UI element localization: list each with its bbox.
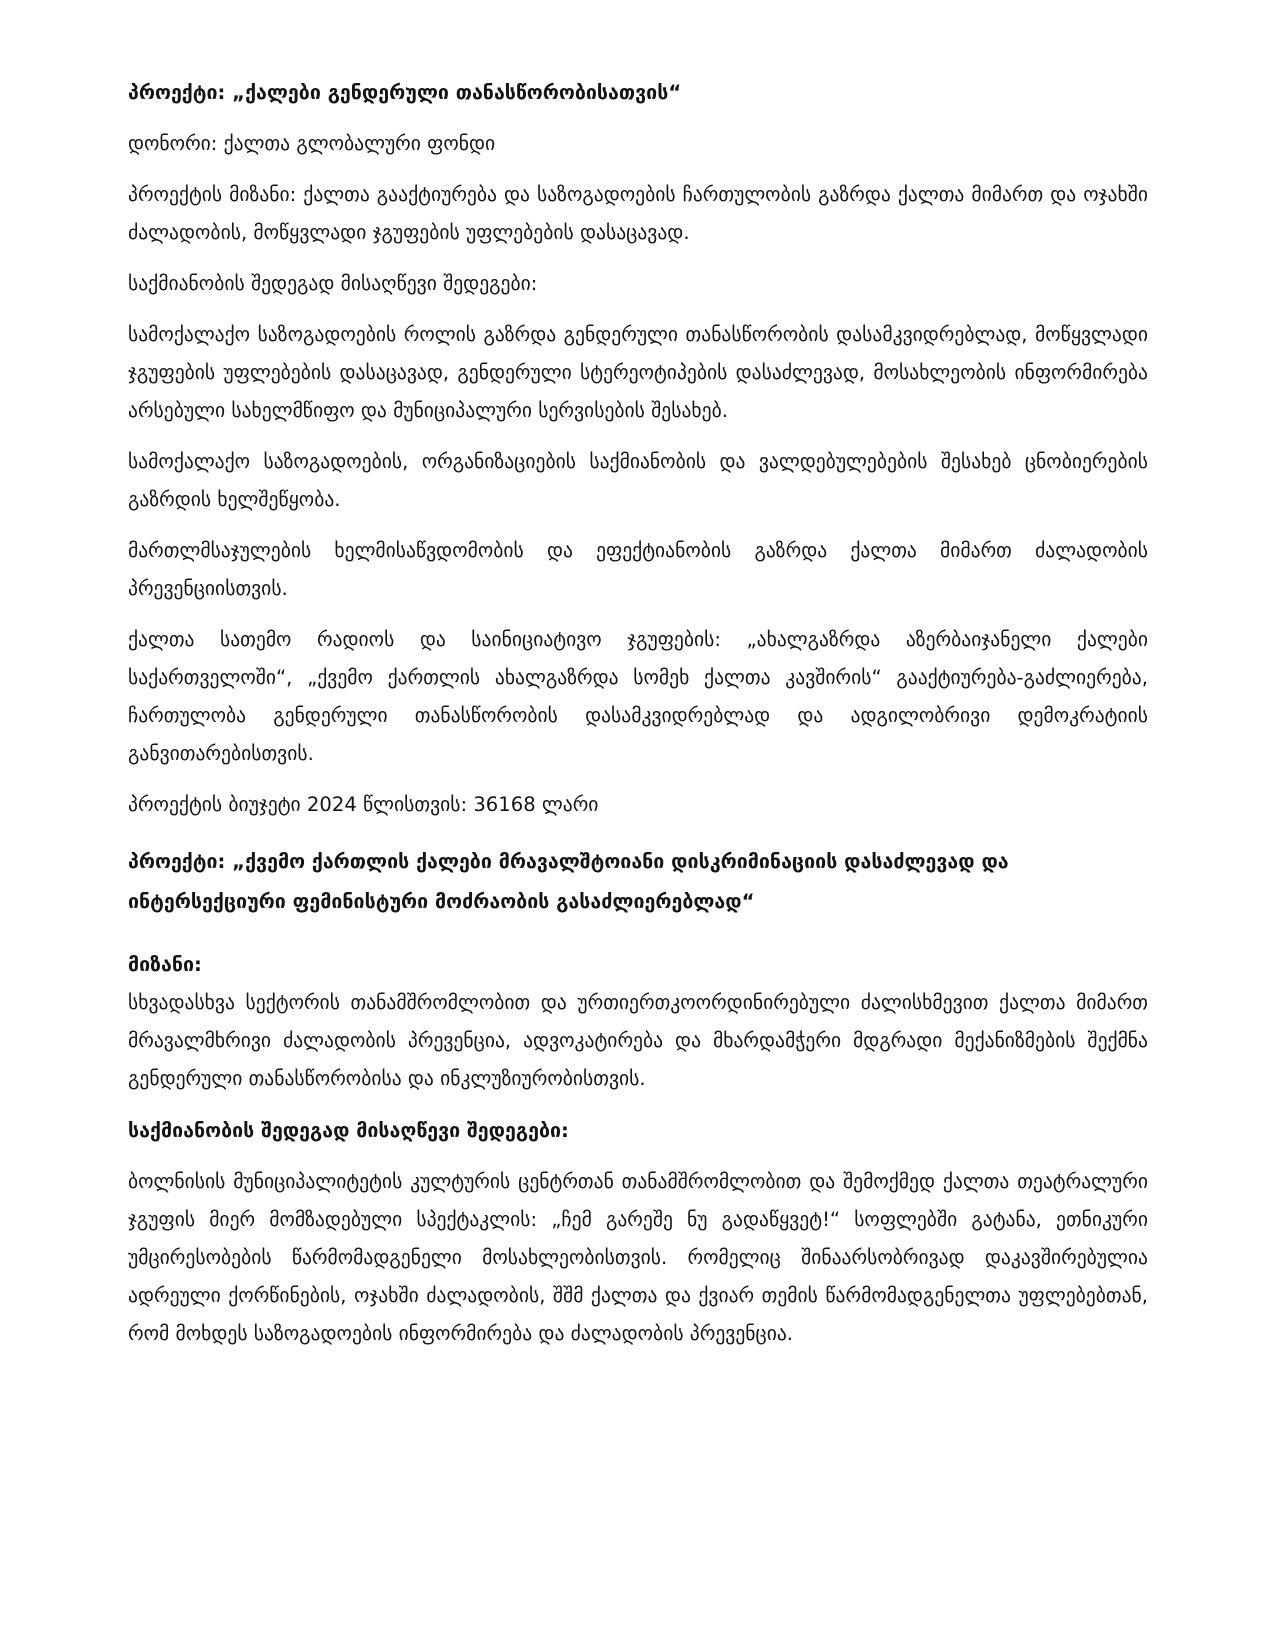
project-1-section xyxy=(128,74,1148,824)
project-2-title xyxy=(128,842,1148,922)
project-2-section xyxy=(128,842,1148,1353)
document-page xyxy=(128,74,1148,1353)
project-2-goal-label: მიზანი: xyxy=(128,953,202,976)
project-2-title-line-2: ინტერსექციური ფემინისტური მოძრაობის გასაძლიერებლად“ xyxy=(128,890,755,913)
project-1-result-4: ქალთა სათემო რადიოს და საინიციატივო ჯგუფების: „ახალგაზრდა აზერბაიჯანელი ქალები საქართველოში“, „ქვემო ქართლის ახალგაზრდა სომეხ ქალთა კავშირის“ გააქტიურება-გაძლიერება, ჩართულობა გენდერული თანასწორობის დასამკვიდრებლად და ადგილობრივი დემოკრატიის განვითარებისთვის. xyxy=(128,628,1148,765)
project-2-results-heading: საქმიანობის შედეგად მისაღწევი შედეგები: xyxy=(128,1119,569,1142)
project-1-results-heading: საქმიანობის შედეგად მისაღწევი შედეგები: xyxy=(128,272,538,295)
project-1-title: პროექტი: „ქალები გენდერული თანასწორობისათვის“ xyxy=(128,81,682,104)
project-1-result-3: მართლმსაჯულების ხელმისაწვდომობის და ეფექტიანობის გაზრდა ქალთა მიმართ ძალადობის პრევენციისთვის. xyxy=(128,539,1148,600)
project-2-goal-text: სხვადასხვა სექტორის თანამშრომლობით და ურთიერთკოორდინირებული ძალისხმევით ქალთა მიმართ მრავალმხრივი ძალადობის პრევენცია, ადვოკატირება და მხარდამჭერი მდგრადი მექანიზმების შექმნა გენდერული თანასწორობისა და ინკლუზიურობისთვის. xyxy=(128,991,1148,1090)
project-1-result-1: სამოქალაქო საზოგადოების როლის გაზრდა გენდერული თანასწორობის დასამკვიდრებლად, მოწყვლადი ჯგუფების უფლებების დასაცავად, გენდერული სტერეოტიპების დასაძლევად, მოსახლეობის ინფორმირება არსებული სახელმწიფო და მუნიციპალური სერვისების შესახებ. xyxy=(128,323,1148,422)
project-1-result-2: სამოქალაქო საზოგადოების, ორგანიზაციების საქმიანობის და ვალდებულებების შესახებ ცნობიერების გაზრდის ხელშეწყობა. xyxy=(128,450,1148,511)
project-2-title-line-1: პროექტი: „ქვემო ქართლის ქალები მრავალშტოიანი დისკრიმინაციის დასაძლევად და xyxy=(128,850,1009,873)
project-1-donor: დონორი: ქალთა გლობალური ფონდი xyxy=(128,132,496,155)
project-2-results-text: ბოლნისის მუნიციპალიტეტის კულტურის ცენტრთან თანამშრომლობით და შემოქმედ ქალთა თეატრალური ჯგუფის მიერ მომზადებული სპექტაკლის: „ჩემ გარეშე ნუ გადაწყვეტ!“ სოფლებში გატანა, ეთნიკური უმცირესობების წარმომადგენელი მოსახლეობისთვის. რომელიც შინაარსობრივად დაკავშირებულია ადრეული ქორწინების, ოჯახში ძალადობის, შშმ ქალთა და ქვიარ თემის წარმომადგენელთა უფლებებთან, რომ მოხდეს საზოგადოების ინფორმირება და ძალადობის პრევენცია. xyxy=(128,1170,1148,1345)
project-1-budget: პროექტის ბიუჯეტი 2024 წლისთვის: 36168 ლარი xyxy=(128,793,599,816)
project-1-goal: პროექტის მიზანი: ქალთა გააქტიურება და საზოგადოების ჩართულობის გაზრდა ქალთა მიმართ და ოჯახში ძალადობის, მოწყვლადი ჯგუფების უფლებების დასაცავად. xyxy=(128,183,1148,244)
